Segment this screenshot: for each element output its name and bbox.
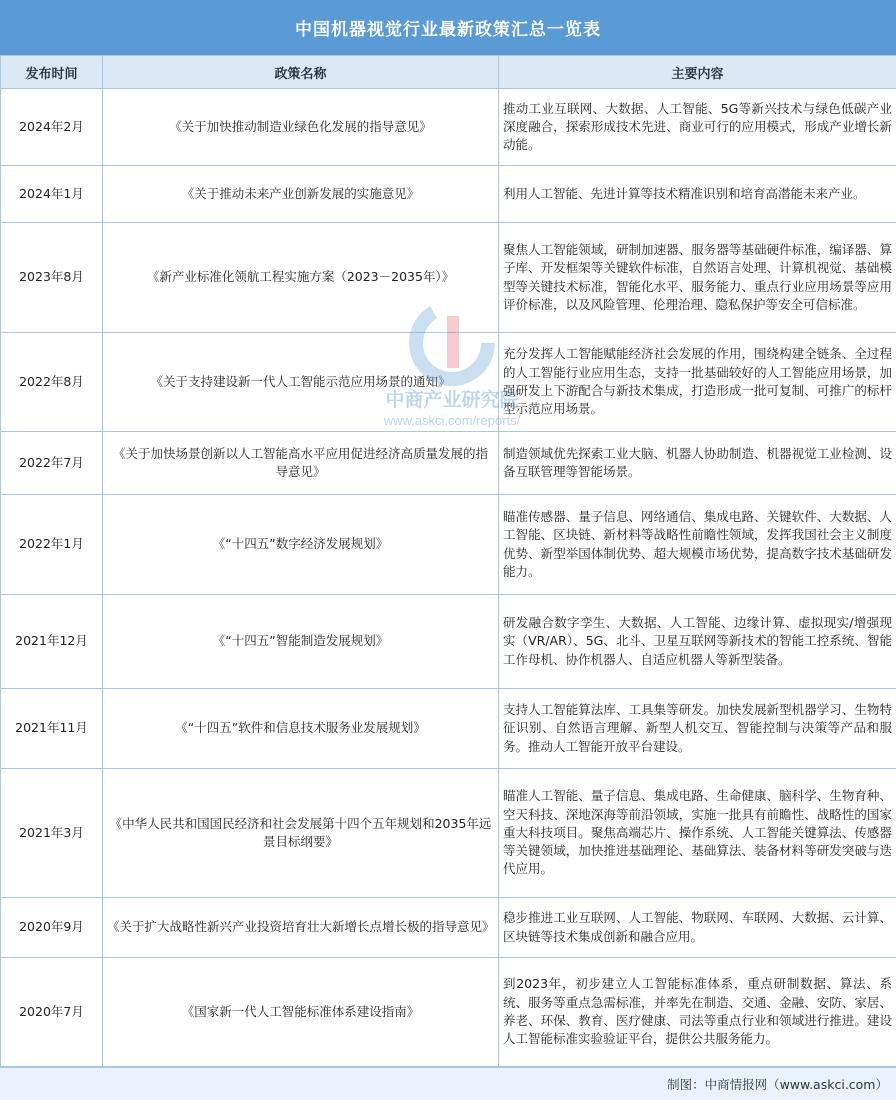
table-row	[1, 432, 896, 495]
row-policy-name: 《“十四五”数字经济发展规划》	[103, 495, 499, 595]
row-policy-name: 《关于推动未来产业创新发展的实施意见》	[103, 166, 499, 223]
row-content: 利用人工智能、先进计算等技术精准识别和培育高潜能未来产业。	[499, 166, 896, 223]
source-credit: 制图：中商情报网（www.askci.com）	[667, 1075, 888, 1093]
row-content: 充分发挥人工智能赋能经济社会发展的作用，围绕构建全链条、全过程的人工智能行业应用生态，支持一批基础较好的人工智能应用场景，加强研发上下游配合与新技术集成，打造形成一批可复制、可推广的标杆型示范应用场景。	[499, 333, 896, 432]
table-row	[1, 898, 896, 958]
row-policy-name: 《国家新一代人工智能标准体系建设指南》	[103, 958, 499, 1067]
row-policy-name: 《关于加快场景创新以人工智能高水平应用促进经济高质量发展的指导意见》	[103, 432, 499, 495]
header-policy-name: 政策名称	[103, 56, 499, 89]
row-policy-name: 《新产业标准化领航工程实施方案（2023－2035年）》	[103, 223, 499, 333]
row-content: 到2023年，初步建立人工智能标准体系，重点研制数据、算法、系统、服务等重点急需标准，并率先在制造、交通、金融、安防、家居、养老、环保、教育、医疗健康、司法等重点行业和领域进行推进。建设人工智能标准实验验证平台，提供公共服务能力。	[499, 958, 896, 1067]
table-row	[1, 958, 896, 1067]
row-content: 支持人工智能算法库、工具集等研发。加快发展新型机器学习、生物特征识别、自然语言理解、新型人机交互、智能控制与决策等产品和服务。推动人工智能开放平台建设。	[499, 689, 896, 769]
row-content: 稳步推进工业互联网、人工智能、物联网、车联网、大数据、云计算、区块链等技术集成创新和融合应用。	[499, 898, 896, 958]
row-policy-name: 《中华人民共和国国民经济和社会发展第十四个五年规划和2035年远景目标纲要》	[103, 769, 499, 898]
table-row	[1, 223, 896, 333]
row-policy-name: 《关于支持建设新一代人工智能示范应用场景的通知》	[103, 333, 499, 432]
row-policy-name: 《“十四五”软件和信息技术服务业发展规划》	[103, 689, 499, 769]
page-title: 中国机器视觉行业最新政策汇总一览表	[0, 0, 896, 55]
row-content: 推动工业互联网、大数据、人工智能、5G等新兴技术与绿色低碳产业深度融合，探索形成技术先进、商业可行的应用模式，形成产业增长新动能。	[499, 89, 896, 166]
row-date: 2021年3月	[1, 769, 103, 898]
table-row	[1, 769, 896, 898]
row-content: 瞄准人工智能、量子信息、集成电路、生命健康、脑科学、生物育种、空天科技、深地深海等前沿领域，实施一批具有前瞻性、战略性的国家重大科技项目。聚焦高端芯片、操作系统、人工智能关键算法、传感器等关键领域，加快推进基础理论、基础算法、装备材料等研发突破与迭代应用。	[499, 769, 896, 898]
row-content: 制造领域优先探索工业大脑、机器人协助制造、机器视觉工业检测、设备互联管理等智能场景。	[499, 432, 896, 495]
row-content: 研发融合数字孪生、大数据、人工智能、边缘计算、虚拟现实/增强现实（VR/AR）、5G、北斗、卫星互联网等新技术的智能工控系统、智能工作母机、协作机器人、自适应机器人等新型装备。	[499, 595, 896, 689]
row-date: 2024年1月	[1, 166, 103, 223]
table-header-row	[1, 56, 896, 89]
table-row	[1, 689, 896, 769]
row-date: 2021年12月	[1, 595, 103, 689]
row-date: 2022年7月	[1, 432, 103, 495]
header-content: 主要内容	[499, 56, 896, 89]
row-policy-name: 《关于扩大战略性新兴产业投资培育壮大新增长点增长极的指导意见》	[103, 898, 499, 958]
watermark-text: 中商产业研究院	[385, 388, 518, 411]
row-policy-name: 《关于加快推动制造业绿色化发展的指导意见》	[103, 89, 499, 166]
table-row	[1, 595, 896, 689]
row-content: 聚焦人工智能领域，研制加速器、服务器等基础硬件标准，编译器、算子库、开发框架等关键软件标准，自然语言处理、计算机视觉、基础模型等关键技术标准，智能化水平、服务能力、重点行业应用场景等应用评价标准，以及风险管理、伦理治理、隐私保护等安全可信标准。	[499, 223, 896, 333]
row-date: 2022年8月	[1, 333, 103, 432]
table-row	[1, 89, 896, 166]
table-row	[1, 333, 896, 432]
row-policy-name: 《“十四五”智能制造发展规划》	[103, 595, 499, 689]
footer	[0, 1067, 896, 1100]
table-row	[1, 166, 896, 223]
header-date: 发布时间	[1, 56, 103, 89]
policy-table	[0, 55, 896, 1067]
row-date: 2020年9月	[1, 898, 103, 958]
row-content: 瞄准传感器、量子信息、网络通信、集成电路、关键软件、大数据、人工智能、区块链、新材料等战略性前瞻性领域，发挥我国社会主义制度优势、新型举国体制优势、超大规模市场优势，提高数字技术基础研发能力。	[499, 495, 896, 595]
row-date: 2022年1月	[1, 495, 103, 595]
row-date: 2021年11月	[1, 689, 103, 769]
row-date: 2020年7月	[1, 958, 103, 1067]
watermark-url: www.askci.com/reports/	[383, 413, 521, 428]
table-row	[1, 495, 896, 595]
row-date: 2023年8月	[1, 223, 103, 333]
row-date: 2024年2月	[1, 89, 103, 166]
